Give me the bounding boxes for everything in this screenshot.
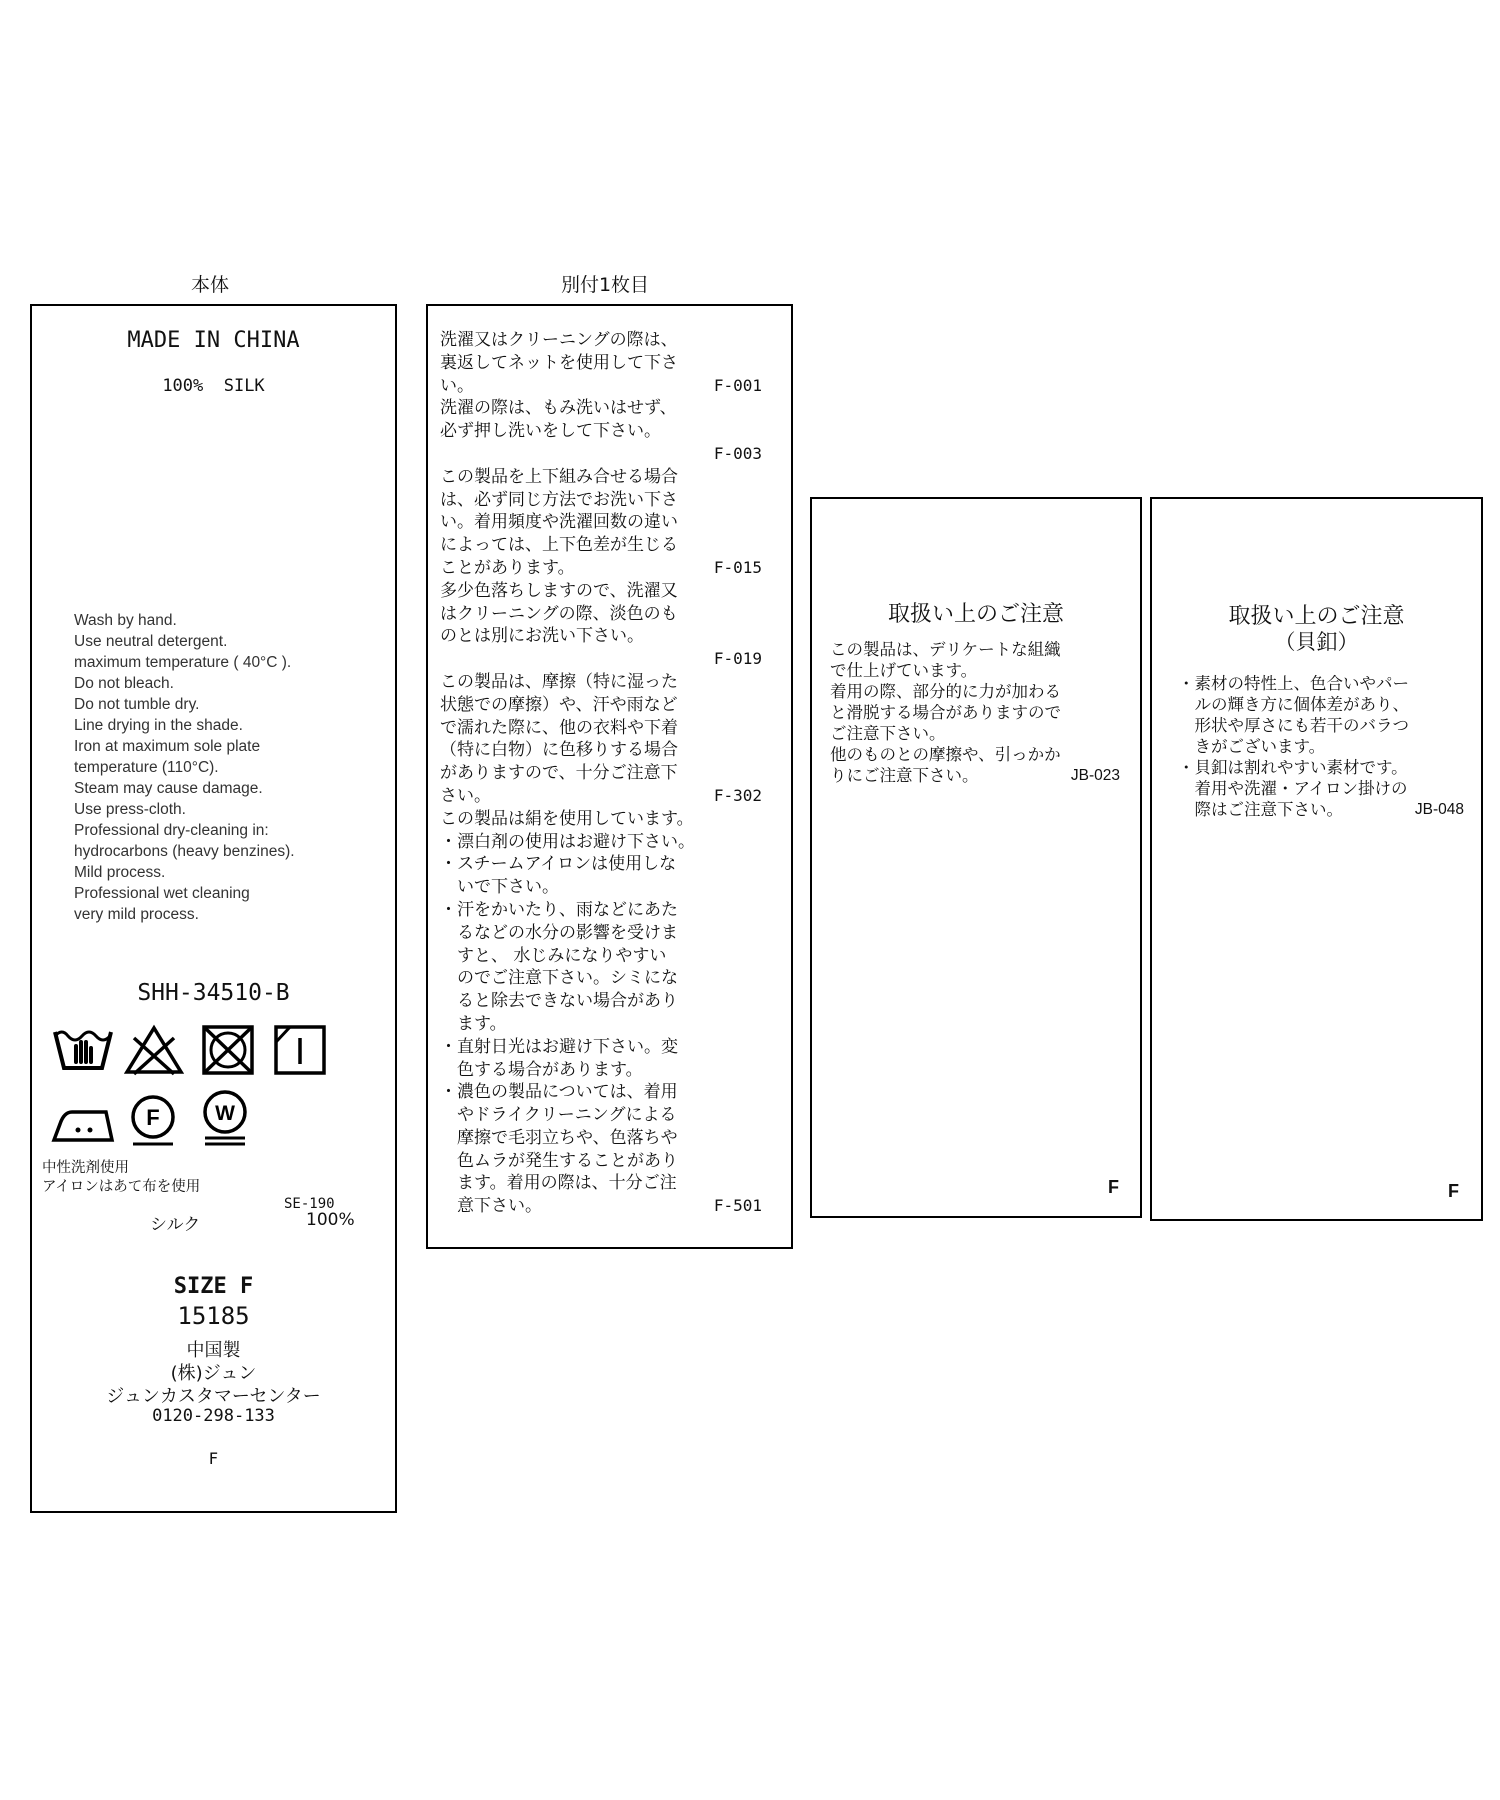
text-line-content: い。着用頻度や洗濯回数の違い xyxy=(440,512,678,533)
text-line xyxy=(440,625,762,648)
text-line-content: で濡れた際に、他の衣料や下着 xyxy=(440,717,678,738)
text-line-content: 多少色落ちしますので、洗濯又 xyxy=(440,580,678,601)
text-line-content: この製品は、摩擦（特に湿った xyxy=(440,671,678,692)
attach-tag-header: 別付1枚目 xyxy=(560,274,650,296)
text-line-content: 色する場合があります。 xyxy=(440,1059,643,1080)
text-line xyxy=(830,681,1120,702)
main-tag-header: 本体 xyxy=(190,274,229,296)
no-tumble-dry-icon xyxy=(200,1024,256,1076)
text-line xyxy=(440,945,762,968)
text-line xyxy=(440,671,762,694)
clause-code: JB-023 xyxy=(1070,767,1120,784)
text-line xyxy=(440,1127,762,1150)
text-line-content: 状態での摩擦）や、汗や雨など xyxy=(440,694,678,715)
fiber-percent: 100% xyxy=(306,1210,355,1230)
origin-jp: 中国製 xyxy=(186,1340,241,1361)
text-line-content: ・汗をかいたり、雨などにあた xyxy=(440,899,678,920)
text-line-content: ご注意下さい。 xyxy=(830,724,946,743)
text-line-content: ・直射日光はお避け下さい。変 xyxy=(440,1036,678,1057)
attachment-label xyxy=(426,304,793,1249)
notice-title: 取扱い上のご注意 xyxy=(1228,604,1405,629)
text-line xyxy=(440,1195,762,1218)
text-line-content: によっては、上下色差が生じる xyxy=(440,535,678,556)
text-line xyxy=(440,785,762,808)
clause-code: F-302 xyxy=(713,785,762,805)
text-line-content: のとは別にお洗い下さい。 xyxy=(440,626,644,647)
text-line xyxy=(440,466,762,489)
no-bleach-icon xyxy=(124,1024,184,1076)
text-line-content: すと、 水じみになりやすい xyxy=(440,945,667,966)
text-line-content: ・素材の特性上、色合いやパー xyxy=(1178,674,1409,693)
shell-button-notice-label xyxy=(1150,497,1483,1221)
text-line-content: 色ムラが発生することがあり xyxy=(440,1150,678,1171)
style-code: SHH-34510-B xyxy=(137,980,290,1006)
text-line xyxy=(1178,757,1464,778)
text-line-content: 形状や厚さにも若干のバラつ xyxy=(1178,716,1409,735)
text-line xyxy=(830,744,1120,765)
text-line-content: 摩擦で毛羽立ちや、色落ちや xyxy=(440,1127,678,1148)
text-line xyxy=(440,717,762,740)
text-line xyxy=(440,1013,762,1036)
text-line-content: はクリーニングの際、淡色のも xyxy=(440,603,678,624)
text-line xyxy=(440,899,762,922)
text-line-content: この製品は絹を使用しています。 xyxy=(440,808,694,829)
text-line xyxy=(1178,673,1464,694)
text-line-content: ます。 xyxy=(440,1013,507,1034)
text-line-content: 他のものとの摩擦や、引っかか xyxy=(830,745,1061,764)
care-instructions xyxy=(74,610,384,925)
text-line-content: がありますので、十分ご注意下 xyxy=(440,763,678,784)
care-line: Use press-cloth. xyxy=(74,801,186,818)
care-line: Mild process. xyxy=(74,864,166,881)
main-tag-footer: F xyxy=(208,1449,219,1468)
text-line-content: ・貝釦は割れやすい素材です。 xyxy=(1178,758,1408,777)
text-line xyxy=(440,739,762,762)
attachment-text xyxy=(440,329,762,1218)
jp-note-press-cloth: アイロンはあて布を使用 xyxy=(42,1179,201,1195)
text-line xyxy=(830,639,1120,660)
text-line xyxy=(440,831,762,854)
text-line xyxy=(1178,715,1464,736)
text-line xyxy=(1178,694,1464,715)
text-line-content: 際はご注意下さい。 xyxy=(1178,800,1343,819)
text-line-content: のでご注意下さい。シミにな xyxy=(440,968,678,989)
text-line xyxy=(440,603,762,626)
text-line xyxy=(830,660,1120,681)
wet-clean-w-icon xyxy=(200,1088,250,1148)
text-line xyxy=(1178,799,1464,820)
text-line-content: るなどの水分の影響を受けま xyxy=(440,922,678,943)
text-line xyxy=(440,762,762,785)
clause-code: F-001 xyxy=(713,375,762,395)
item-number: 15185 xyxy=(177,1302,250,1330)
text-line xyxy=(440,580,762,603)
text-line-content: ルの輝き方に個体差があり、 xyxy=(1178,695,1409,714)
svg-text:F: F xyxy=(146,1105,160,1130)
text-line xyxy=(440,375,762,398)
text-line-content: い。 xyxy=(440,375,474,396)
text-line xyxy=(440,990,762,1013)
care-line: very mild process. xyxy=(74,906,199,923)
notice-title: 取扱い上のご注意 xyxy=(887,602,1064,627)
text-line xyxy=(440,420,762,443)
text-line xyxy=(440,1081,762,1104)
text-line xyxy=(440,397,762,420)
phone-number: 0120-298-133 xyxy=(152,1406,275,1426)
notice-footer: F xyxy=(1108,1177,1119,1197)
notice-footer: F xyxy=(1448,1181,1459,1201)
text-line xyxy=(440,967,762,990)
care-line: Do not tumble dry. xyxy=(74,696,200,713)
care-line: Steam may cause damage. xyxy=(74,780,263,797)
size-label: SIZE F xyxy=(173,1274,254,1299)
customer-center: ジュンカスタマーセンター xyxy=(106,1386,321,1407)
text-line xyxy=(440,534,762,557)
notice-text xyxy=(830,639,1120,786)
text-line-content: ると除去できない場合があり xyxy=(440,991,678,1012)
text-line-content: りにご注意下さい。 xyxy=(830,766,979,785)
fiber-name-jp: シルク xyxy=(150,1215,201,1235)
text-line xyxy=(440,1036,762,1059)
jp-note-detergent: 中性洗剤使用 xyxy=(42,1160,129,1176)
text-line xyxy=(1178,736,1464,757)
text-line-content: いで下さい。 xyxy=(440,877,559,898)
clause-code: F-019 xyxy=(713,649,762,669)
text-line-content: きがございます。 xyxy=(1178,737,1326,756)
text-line xyxy=(440,1059,762,1082)
text-line xyxy=(440,922,762,945)
care-line: Professional dry-cleaning in: xyxy=(74,822,269,839)
main-label xyxy=(30,304,397,1513)
text-line-content: 意下さい。 xyxy=(440,1196,542,1217)
text-line xyxy=(440,1150,762,1173)
text-line xyxy=(440,876,762,899)
care-line: maximum temperature ( 40°C ). xyxy=(74,654,292,671)
notice-text xyxy=(1178,673,1464,820)
text-line xyxy=(830,702,1120,723)
clause-code: F-015 xyxy=(713,557,762,577)
care-line: temperature (110°C). xyxy=(74,759,219,776)
text-line-content: で仕上げています。 xyxy=(830,661,978,680)
text-line xyxy=(440,329,762,352)
text-line xyxy=(440,443,762,466)
text-line xyxy=(440,489,762,512)
iron-medium-icon xyxy=(50,1102,116,1146)
clause-code: F-003 xyxy=(713,443,762,463)
text-line-content: は、必ず同じ方法でお洗い下さ xyxy=(440,489,678,510)
text-line-content: 必ず押し洗いをして下さい。 xyxy=(440,421,661,442)
text-line-content: やドライクリーニングによる xyxy=(440,1105,677,1126)
text-line-content: と滑脱する場合がありますので xyxy=(830,703,1061,722)
clause-code: F-501 xyxy=(713,1196,762,1216)
text-line xyxy=(440,694,762,717)
text-line xyxy=(440,352,762,375)
text-line-content: 洗濯の際は、もみ洗いはせず、 xyxy=(440,398,677,419)
text-line xyxy=(830,765,1120,786)
text-line-content: ・漂白剤の使用はお避け下さい。 xyxy=(440,831,695,852)
text-line xyxy=(440,808,762,831)
notice-subtitle: （貝釦） xyxy=(1274,630,1359,654)
composition-label: 100% SILK xyxy=(162,376,265,396)
line-dry-shade-icon xyxy=(272,1024,328,1076)
care-line: hydrocarbons (heavy benzines). xyxy=(74,843,295,860)
text-line xyxy=(1178,778,1464,799)
clause-code: JB-048 xyxy=(1414,801,1464,818)
text-line-content: （特に白物）に色移りする場合 xyxy=(440,740,678,761)
text-line xyxy=(440,511,762,534)
text-line-content: 着用の際、部分的に力が加わる xyxy=(830,682,1061,701)
text-line-content: ・スチームアイロンは使用しな xyxy=(440,854,677,875)
text-line-content: ・濃色の製品については、着用 xyxy=(440,1082,678,1103)
text-line xyxy=(440,648,762,671)
care-line: Use neutral detergent. xyxy=(74,633,228,650)
text-line xyxy=(440,1172,762,1195)
hand-wash-40-icon xyxy=(52,1024,114,1074)
text-line-content: 着用や洗濯・アイロン掛けの xyxy=(1178,779,1408,798)
text-line xyxy=(440,853,762,876)
text-line-content: さい。 xyxy=(440,785,491,806)
origin-label: MADE IN CHINA xyxy=(127,328,300,353)
text-line-content: この製品は、デリケートな組織 xyxy=(830,640,1061,659)
text-line xyxy=(440,557,762,580)
svg-text:W: W xyxy=(215,1102,235,1125)
company-name: (株)ジュン xyxy=(170,1363,257,1384)
text-line-content: ことがあります。 xyxy=(440,557,575,578)
text-line xyxy=(440,1104,762,1127)
delicate-fabric-notice-label xyxy=(810,497,1142,1218)
care-line: Professional wet cleaning xyxy=(74,885,250,902)
care-line: Line drying in the shade. xyxy=(74,717,243,734)
care-line: Do not bleach. xyxy=(74,675,174,692)
text-line xyxy=(830,723,1120,744)
text-line-content: この製品を上下組み合せる場合 xyxy=(440,466,678,487)
text-line-content: 裏返してネットを使用して下さ xyxy=(440,352,678,373)
dry-clean-f-icon xyxy=(128,1092,178,1148)
se-code: SE-190 xyxy=(284,1196,335,1212)
care-line: Wash by hand. xyxy=(74,612,177,629)
text-line-content: ます。着用の際は、十分ご注 xyxy=(440,1173,677,1194)
care-line: Iron at maximum sole plate xyxy=(74,738,261,755)
text-line-content: 洗濯又はクリーニングの際は、 xyxy=(440,330,678,350)
